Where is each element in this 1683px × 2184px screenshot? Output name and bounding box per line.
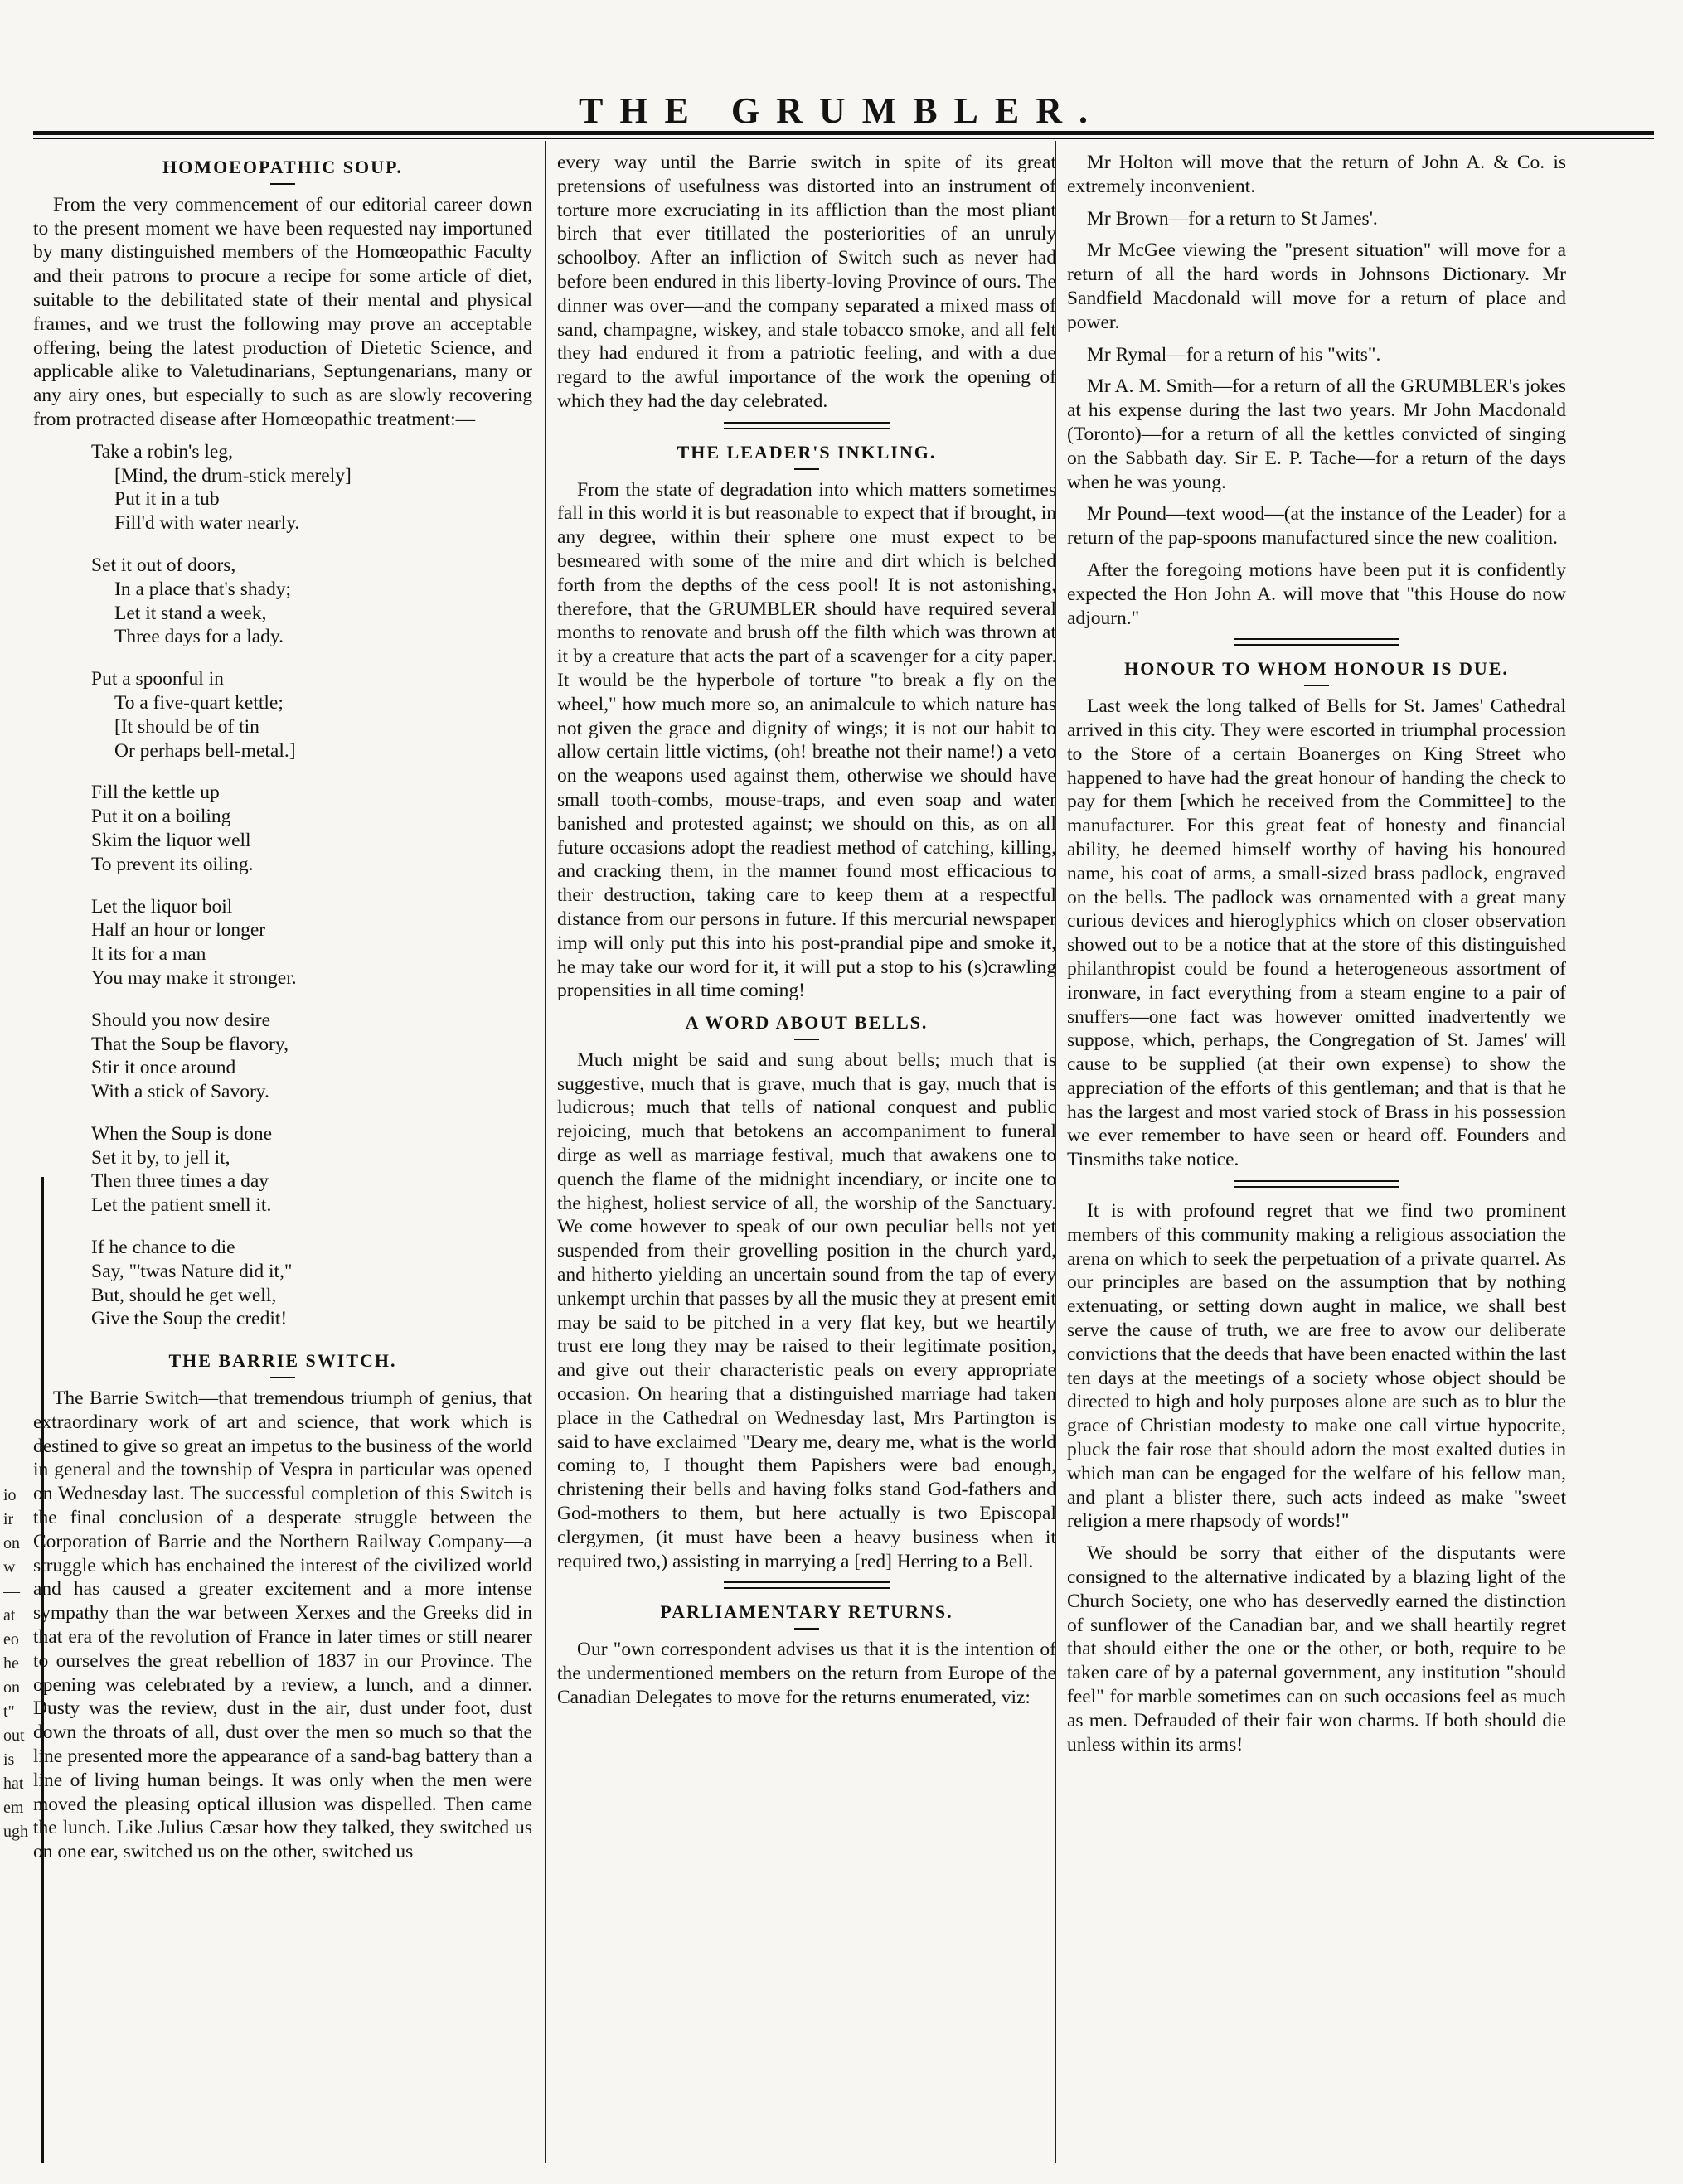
poem-stanza <box>91 1009 532 1104</box>
homoeopathic-intro: From the very commencement of our editorial career down to the present moment we have been requested nay importuned by many distinguished members of the Homœopathic Faculty and their patrons to procure a recipe for some article of diet, suitable to the debilitated state of their mental and physical frames, and we trust the following may prove an acceptable offering, being the latest production of Dietetic Science, and applicable alike to Valetudinarians, Septungenarians, many or any airy ones, but especially to such as are slowly recovering from protracted disease after Homœopathic treatment:— <box>33 193 532 430</box>
poem-line: Half an hour or longer <box>91 919 266 942</box>
poem-line: Put it on a boiling <box>91 806 231 828</box>
return-item: Mr Rymal—for a return of his "wits". <box>1087 343 1381 366</box>
poem-line: You may make it stronger. <box>91 966 297 989</box>
margin-fragment: io <box>3 1486 17 1504</box>
poem-line: Three days for a lady. <box>114 626 284 648</box>
bells-heading: A WORD ABOUT BELLS. <box>685 1012 929 1034</box>
soup-poem <box>91 440 532 1332</box>
heading-dash <box>1304 685 1329 686</box>
margin-fragment: hat <box>3 1775 24 1793</box>
section-separator <box>1234 638 1399 646</box>
header-rule <box>33 131 1654 135</box>
margin-fragment: at <box>3 1606 16 1625</box>
return-item: After the foregoing motions have been put it is confidently expected the Hon John A. will move that "this House do now adjourn." <box>1067 559 1566 629</box>
poem-line: Let the liquor boil <box>91 895 233 918</box>
heading-dash <box>794 1039 819 1040</box>
poem-line: Or perhaps bell-metal.] <box>114 739 296 762</box>
barrie-switch-text: The Barrie Switch—that tremendous triumph of genius, that extraordinary work of art and science, that work which is destined to give so great an impetus to the business of the world in general and the township of Vespra in particular was opened on Wednesday last. The successful completion of this Switch is the final conclusion of a desperate struggle between the Corporation of Barrie and the Northern Railway Company—a struggle which has enchained the interest of the civilized world and has caused a greater excitement and a more intense sympathy than the war between Xerxes and the Greeks did in that era of the revolution of France in later times or still nearer to ourselves the great rebellion of 1837 in our Province. The opening was celebrated by a review, a lunch, and a dinner. Dusty was the review, dust in the air, dust under foot, dust down the throats of all, dust over the men so much so that the line presented more the appearance of a sand-bag battery than a line of living human beings. It was only when the men were moved the pleasing optical illusion was dispelled. Then came the lunch. Like Julius Cæsar how they talked, they switched us on one ear, switched us on the other, switched us <box>33 1387 532 1863</box>
poem-line: To prevent its oiling. <box>91 853 254 875</box>
margin-fragment: t" <box>3 1702 15 1721</box>
poem-line: Fill'd with water nearly. <box>114 512 300 535</box>
return-item: Mr Holton will move that the return of John A. & Co. is extremely inconvenient. <box>1067 152 1566 197</box>
poem-stanza <box>91 895 532 990</box>
poem-line: But, should he get well, <box>91 1284 277 1306</box>
poem-stanza <box>91 781 532 876</box>
poem-line: Put it in a tub <box>114 488 220 511</box>
poem-stanza <box>91 1236 532 1331</box>
heading-dash <box>270 1377 295 1378</box>
return-item: Mr McGee viewing the "present situation" will move for a return of all the hard words in Johnsons Dictionary. Mr Sandfield Macdonald will move for a return of place and power. <box>1067 240 1566 333</box>
margin-fragment: out <box>3 1726 25 1745</box>
header-rule-thin <box>33 138 1654 139</box>
leaders-inkling-heading: THE LEADER'S INKLING. <box>677 441 937 462</box>
poem-line: Let it stand a week, <box>114 602 267 624</box>
poem-line: When the Soup is done <box>91 1122 272 1145</box>
masthead: THE GRUMBLER. <box>578 90 1105 131</box>
poem-line: That the Soup be flavory, <box>91 1033 289 1055</box>
poem-line: Put a spoonful in <box>91 668 224 690</box>
margin-fragment: he <box>3 1654 19 1673</box>
poem-line: Skim the liquor well <box>91 829 251 851</box>
poem-line: Fill the kettle up <box>91 782 220 804</box>
poem-stanza <box>91 440 532 535</box>
poem-line: With a stick of Savory. <box>91 1081 269 1103</box>
margin-fragment: w <box>3 1558 16 1576</box>
leaders-inkling-text: From the state of degradation into which matters sometimes fall in this world it is but reasonable to expect that if brought, in any degree, within their sphere one must expect to be besmeared with some of the mire and dirt which is belched forth from the depths of the cess pool! It is not astonishing, therefore, that the GRUMBLER should have required several months to renovate and brush off the filth which was thrown at it by a creature that acts the part of a scavenger for a city paper. It would be the hyperbole of torture "to break a fly on the wheel," how much more so, an animalcule to which nature has not given the grace and dignity of wings; it is not our habit to allow certain little victims, (oh! breathe not their name!) a veto on the weapons used against them, otherwise we should have small tooth-combs, mouse-traps, and even soap and water banished and protested against; we should on this, as on all future occasions adopt the readiest method of catching, killing, and cracking them, in the manner found most efficacious to their destruction, taking care to keep them at a respectful distance from our persons in future. If this mercurial newspaper imp will only put this into his post-prandial pipe and smoke it, he may take our word for it, it will put a stop to his (s)crawling propensities in all time coming! <box>557 478 1056 1002</box>
parliamentary-returns-heading: PARLIAMENTARY RETURNS. <box>660 1601 953 1623</box>
honour-text: Last week the long talked of Bells for St. James' Cathedral arrived in this city. They were escorted in triumphal procession to the Store of a certain Boanerges on King Street who happened to have had the great honour of handing the check to pay for them [which he received from the Committee] to the manufacturer. For this great feat of honesty and financial ability, he deemed himself worthy of having his honoured name, his coat of arms, a small-sized brass padlock, engraved on the bells. The padlock was ornamented with a great many curious devices and hieroglyphics which on closer observation showed out to be a notice that at the store of this distinguished philanthropist could be found a heterogeneous assortment of ironware, in fact everything from a steam engine to a pair of snuffers—one fact was however omitted inadvertently we suppose, which, perhaps, the Congregation of St. James' will cause to be supplied (at their own expense) to show the appreciation of the efforts of this gentleman; and that is that he has the largest and most varied stock of Brass in his possession we ever remember to have seen or heard off. Founders and Tinsmiths take notice. <box>1067 695 1566 1171</box>
margin-fragment: eo <box>3 1630 19 1649</box>
column-3 <box>1067 151 1566 2157</box>
poem-stanza <box>91 554 532 649</box>
poem-stanza <box>91 667 532 763</box>
honour-heading: HONOUR TO WHOM HONOUR IS DUE. <box>1124 658 1509 680</box>
poem-line: Take a robin's leg, <box>91 440 233 462</box>
heading-dash <box>270 183 295 185</box>
return-item: Mr A. M. Smith—for a return of all the GRUMBLER's jokes at his expense during the last two years. Mr John Macdonald (Toronto)—for a return of all the kettles convicted of singing on the Sabbath day. Sir E. P. Tache—for a return of the days when he was young. <box>1067 375 1566 493</box>
margin-fragment: on <box>3 1678 20 1697</box>
poem-line: Set it by, to jell it, <box>91 1146 230 1169</box>
regret-paragraph-1: It is with profound regret that we find two prominent members of this community making a religious association the arena on which to seek the perpetuation of a private quarrel. As our principles are based on the assumption that by nothing extenuating, or setting down aught in malice, we shall best serve the cause of truth, we are free to avow our deliberate convictions that the deeds that have been enacted within the last ten days at the meetings of a society whose object should be directed to high and holy purposes alone are such as to blur the grace of Christian modesty to make one call virtue hypocrite, pluck the fair rose that should adorn the most exalted duties in which man can be engaged for the welfare of his fellow man, and plant a blister there, such acts indeed as make "sweet religion a mere rhapsody of words!" <box>1067 1200 1566 1533</box>
poem-line: Then three times a day <box>91 1170 269 1193</box>
heading-dash <box>794 1628 819 1630</box>
section-separator <box>724 1581 890 1589</box>
poem-stanza <box>91 1122 532 1218</box>
margin-fragment: — <box>3 1582 20 1600</box>
column-1 <box>33 151 532 2157</box>
poem-line: Set it out of doors, <box>91 554 236 576</box>
section-separator <box>724 422 890 429</box>
return-item: Mr Pound—text wood—(at the instance of the Leader) for a return of the pap-spoons manufactured since the new coalition. <box>1067 503 1566 550</box>
poem-line: [Mind, the drum-stick merely] <box>114 464 352 487</box>
poem-line: Should you now desire <box>91 1009 271 1031</box>
parliamentary-returns-text: Our "own correspondent advises us that it is the intention of the undermentioned members on the return from Europe of the Canadian Delegates to move for the returns enumerated, viz: <box>557 1639 1056 1708</box>
bells-text: Much might be said and sung about bells; much that is suggestive, much that is grave, much that is gay, much that is ludicrous; much that tells of national conquest and public rejoicing, much that betokens an accompaniment to funeral dirge as well as marriage festival, much that awakens one to quench the flame of the midnight incendiary, or incite one to the highest, holiest service of all, the worship of the Sanctuary. We come however to speak of our own peculiar bells not yet suspended from their grovelling position in the church yard, and hitherto yielding an uncertain sound from the tap of every unkempt urchin that passes by all the music they at present emit may be said to be pitched in a very flat key, but we heartily trust ere long they may be raised to their legitimate position, and give out their characteristic peals on every appropriate occasion. On hearing that a distinguished marriage had taken place in the Cathedral on Wednesday last, Mrs Partington is said to have exclaimed "Deary me, deary me, what is the world coming to, I thought them Papishers were bad enough, christening their bells and having folks stand God-fathers and God-mothers to them, but here actually is two Episcopal clergymen, (it must have been a heavy business when it required two,) assisting in marrying a [red] Herring to a Bell. <box>557 1048 1056 1572</box>
barrie-switch-continued: every way until the Barrie switch in spite of its great pretensions of usefulness was distorted into an instrument of torture more excruciating in its affliction than the most pliant birch that ever titillated the posteriorities of an unruly schoolboy. After an infliction of Switch such as never had before been endured in this liberty-loving Province of ours. The dinner was over—and the company separated a mixed mass of sand, champagne, wiskey, and stale tobacco smoke, and all felt they had endured it from a patriotic feeling, and with a due regard to the awful importance of the work the opening of which they had the day celebrated. <box>557 152 1056 412</box>
poem-line: If he chance to die <box>91 1237 235 1259</box>
regret-paragraph-2: We should be sorry that either of the disputants were consigned to the alternative indicated by a blazing light of the Church Society, one who has deservedly earned the distinction of sunflower of the Canadian bar, and we shall heartily regret that should either the one or the other, or both, require to be taken care of by a paternal government, any institution "should feel" for marble sometimes can on such occasions feel as much as men. Defrauded of their fair won charms. If both should die unless within its arms! <box>1067 1542 1566 1755</box>
homoeopathic-soup-heading: HOMOEOPATHIC SOUP. <box>162 157 403 177</box>
margin-fragment: ir <box>3 1510 14 1528</box>
margin-fragment: is <box>3 1751 15 1769</box>
poem-line: Say, "'twas Nature did it," <box>91 1260 293 1282</box>
heading-dash <box>794 468 819 470</box>
margin-fragment: on <box>3 1534 20 1552</box>
column-2 <box>557 151 1056 2157</box>
poem-line: Give the Soup the credit! <box>91 1308 288 1330</box>
poem-line: Stir it once around <box>91 1057 236 1079</box>
poem-line: Let the patient smell it. <box>91 1194 272 1217</box>
barrie-switch-heading: THE BARRIE SWITCH. <box>168 1350 397 1372</box>
poem-line: In a place that's shady; <box>114 578 292 600</box>
poem-line: [It should be of tin <box>114 715 259 738</box>
column-rule-1 <box>545 141 546 2163</box>
margin-fragment: ugh <box>3 1823 28 1841</box>
margin-fragment: em <box>3 1799 24 1817</box>
poem-line: To a five-quart kettle; <box>114 691 284 714</box>
return-item: Mr Brown—for a return to St James'. <box>1087 207 1378 230</box>
poem-line: It its for a man <box>91 943 206 966</box>
section-separator <box>1234 1180 1399 1188</box>
